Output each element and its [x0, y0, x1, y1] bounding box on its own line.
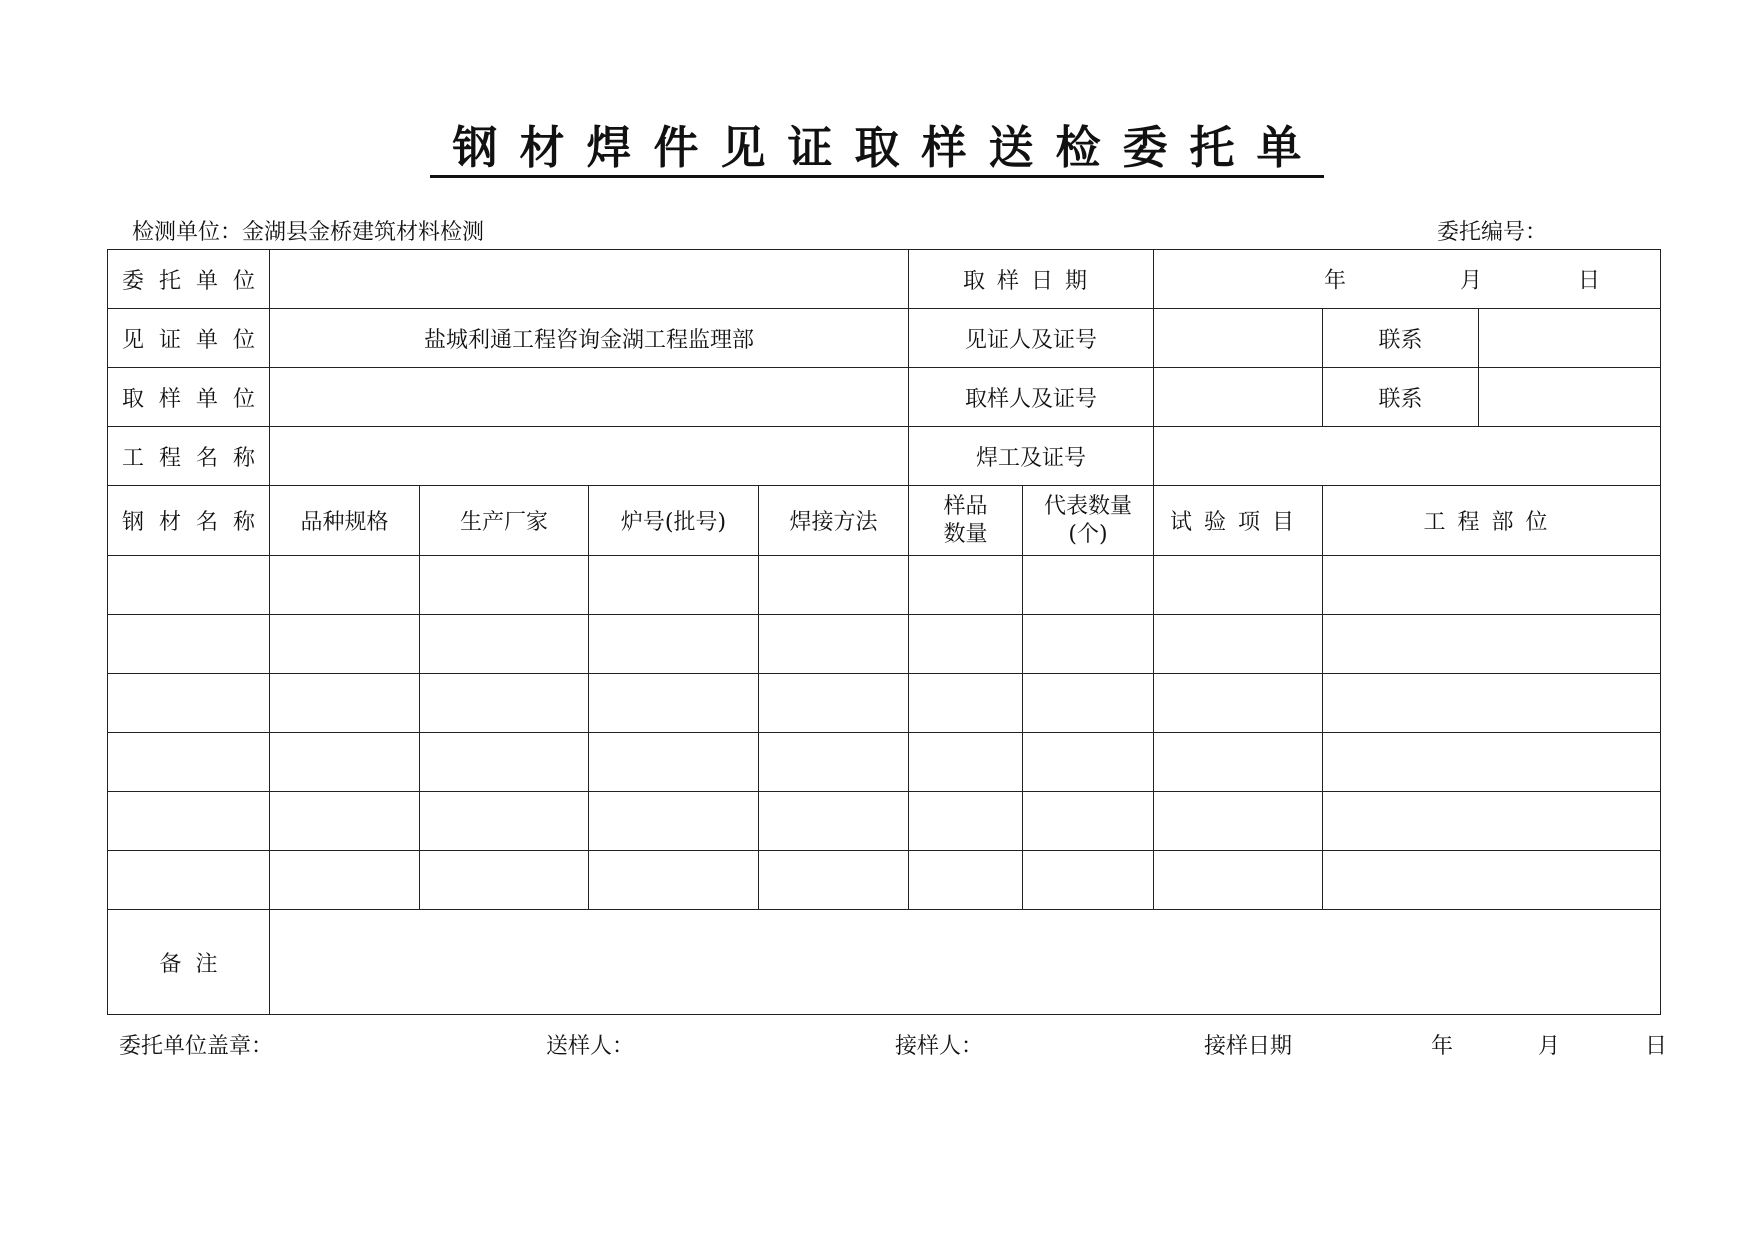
table-cell[interactable] [1323, 556, 1661, 615]
table-cell[interactable] [270, 674, 420, 733]
table-cell[interactable] [589, 674, 759, 733]
table-cell[interactable] [1154, 615, 1323, 674]
remarks-field[interactable] [270, 910, 1661, 1015]
col-heat-number: 炉号(批号) [589, 486, 759, 556]
table-cell[interactable] [420, 851, 589, 910]
receive-date-month: 月 [1538, 1034, 1561, 1059]
sampler-label: 取样人及证号 [909, 368, 1154, 427]
sampling-date-year: 年 [1324, 268, 1347, 294]
table-cell[interactable] [759, 851, 909, 910]
table-cell[interactable] [108, 615, 270, 674]
table-cell[interactable] [1023, 792, 1154, 851]
table-row [108, 674, 1661, 733]
col-test-items: 试验项目 [1154, 486, 1323, 556]
table-cell[interactable] [1323, 615, 1661, 674]
witness-contact-group [1323, 309, 1661, 368]
receiver-label: 接样人： [895, 1034, 984, 1059]
sampling-date-day: 日 [1578, 268, 1601, 294]
table-cell[interactable] [759, 674, 909, 733]
col-sample-quantity-line2: 数量 [943, 521, 988, 547]
table-cell[interactable] [589, 792, 759, 851]
table-row [108, 851, 1661, 910]
table-cell[interactable] [1323, 733, 1661, 792]
testing-unit: 检测单位：金湖县金桥建筑材料检测 [132, 220, 485, 245]
sampler-contact-label: 联系 [1323, 368, 1479, 426]
project-name-label: 工程名称 [108, 427, 270, 486]
table-cell[interactable] [270, 615, 420, 674]
witness-contact-field[interactable] [1479, 309, 1661, 367]
col-manufacturer: 生产厂家 [420, 486, 589, 556]
sampling-date-label: 取样日期 [909, 250, 1154, 309]
col-represented-quantity-line2: (个) [1068, 521, 1108, 547]
table-cell[interactable] [270, 792, 420, 851]
table-cell[interactable] [1154, 674, 1323, 733]
welder-label: 焊工及证号 [909, 427, 1154, 486]
sampling-unit-label: 取样单位 [108, 368, 270, 427]
table-cell[interactable] [420, 615, 589, 674]
table-cell[interactable] [270, 556, 420, 615]
col-project-location: 工程部位 [1323, 486, 1661, 556]
table-cell[interactable] [909, 851, 1023, 910]
commission-number-label: 委托编号： [1437, 220, 1548, 245]
table-cell[interactable] [909, 556, 1023, 615]
witness-unit-field[interactable]: 盐城利通工程咨询金湖工程监理部 [270, 309, 909, 368]
client-unit-label: 委托单位 [108, 250, 270, 309]
table-cell[interactable] [1023, 851, 1154, 910]
witness-person-field[interactable] [1154, 309, 1323, 368]
table-row [108, 556, 1661, 615]
col-welding-method: 焊接方法 [759, 486, 909, 556]
table-cell[interactable] [909, 674, 1023, 733]
table-cell[interactable] [909, 615, 1023, 674]
table-cell[interactable] [1023, 615, 1154, 674]
col-sample-quantity-line1: 样品 [943, 493, 988, 519]
remarks-label: 备 注 [108, 910, 270, 1015]
table-cell[interactable] [1023, 674, 1154, 733]
client-stamp-label: 委托单位盖章： [119, 1034, 274, 1059]
table-cell[interactable] [420, 733, 589, 792]
table-cell[interactable] [909, 792, 1023, 851]
witness-unit-label: 见证单位 [108, 309, 270, 368]
witness-person-label: 见证人及证号 [909, 309, 1154, 368]
table-cell[interactable] [108, 674, 270, 733]
table-cell[interactable] [1154, 733, 1323, 792]
table-cell[interactable] [420, 556, 589, 615]
table-cell[interactable] [589, 615, 759, 674]
commission-form-table [107, 249, 1661, 1015]
table-row [108, 792, 1661, 851]
sampler-contact-subtable [1323, 368, 1660, 426]
table-cell[interactable] [759, 792, 909, 851]
table-cell[interactable] [108, 851, 270, 910]
table-cell[interactable] [1154, 556, 1323, 615]
table-cell[interactable] [759, 733, 909, 792]
table-cell[interactable] [1154, 851, 1323, 910]
form-title [0, 118, 1754, 178]
table-cell[interactable] [589, 851, 759, 910]
table-cell[interactable] [420, 792, 589, 851]
col-represented-quantity-line1: 代表数量 [1043, 493, 1132, 519]
table-cell[interactable] [1323, 792, 1661, 851]
table-cell[interactable] [270, 733, 420, 792]
welder-field[interactable] [1154, 427, 1661, 486]
receive-date-year: 年 [1431, 1034, 1454, 1059]
table-cell[interactable] [1323, 674, 1661, 733]
table-cell[interactable] [108, 792, 270, 851]
table-cell[interactable] [1023, 556, 1154, 615]
sampling-date-month: 月 [1460, 268, 1483, 294]
table-cell[interactable] [108, 733, 270, 792]
table-cell[interactable] [759, 615, 909, 674]
table-cell[interactable] [1023, 733, 1154, 792]
sampling-date-field[interactable] [1154, 250, 1661, 309]
table-cell[interactable] [589, 733, 759, 792]
table-cell[interactable] [1323, 851, 1661, 910]
sampler-field[interactable] [1154, 368, 1323, 427]
witness-contact-subtable [1323, 309, 1660, 367]
col-represented-quantity [1023, 486, 1154, 556]
table-cell[interactable] [759, 556, 909, 615]
col-sample-quantity [909, 486, 1023, 556]
table-cell[interactable] [1154, 792, 1323, 851]
witness-contact-label: 联系 [1323, 309, 1479, 367]
project-name-field[interactable] [270, 427, 909, 486]
receive-date-label: 接样日期 [1204, 1034, 1293, 1059]
table-row [108, 733, 1661, 792]
sampling-unit-field[interactable] [270, 368, 909, 427]
table-cell[interactable] [909, 733, 1023, 792]
sampler-contact-field[interactable] [1479, 368, 1661, 426]
form-title-text: 钢材焊件见证取样送检委托单 [430, 121, 1323, 178]
table-cell[interactable] [420, 674, 589, 733]
col-steel-name: 钢材名称 [108, 486, 270, 556]
table-cell[interactable] [270, 851, 420, 910]
col-spec: 品种规格 [270, 486, 420, 556]
table-cell[interactable] [589, 556, 759, 615]
table-row [108, 615, 1661, 674]
sampler-contact-group [1323, 368, 1661, 427]
client-unit-field[interactable] [270, 250, 909, 309]
sender-label: 送样人： [546, 1034, 635, 1059]
table-cell[interactable] [108, 556, 270, 615]
receive-date-day: 日 [1645, 1034, 1668, 1059]
